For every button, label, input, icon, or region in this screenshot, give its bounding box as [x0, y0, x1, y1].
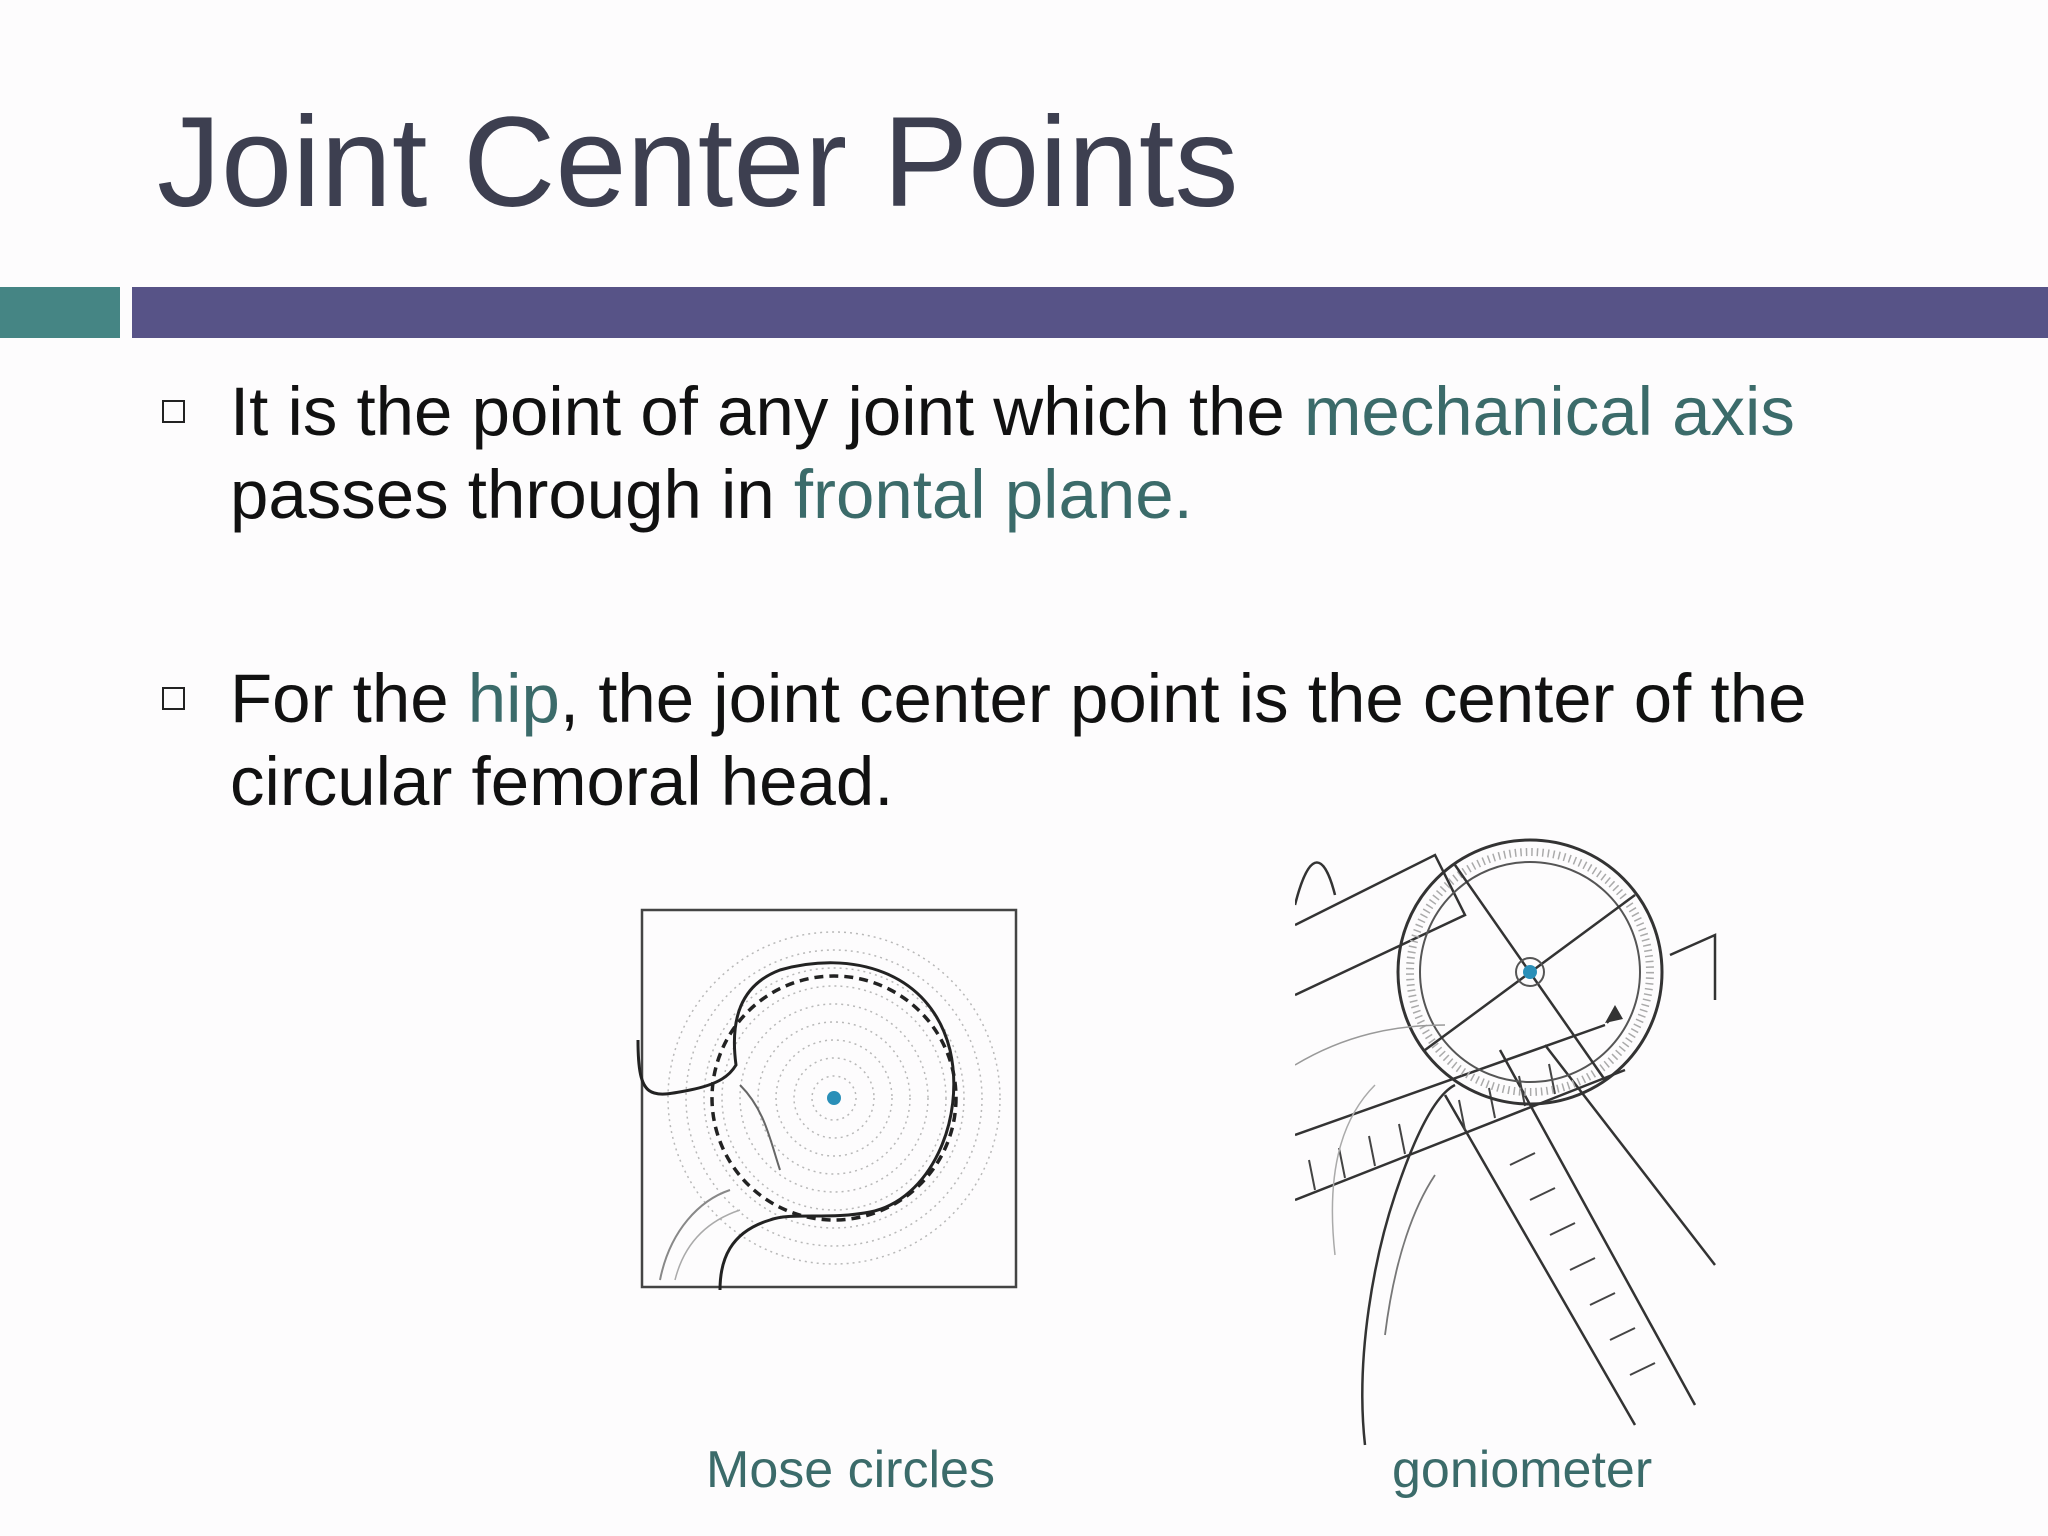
bullet-2-text-b: , the joint center point is the center of the circular femoral head. — [230, 660, 1807, 820]
center-point-dot — [827, 1091, 841, 1105]
bullet-square-icon — [162, 400, 185, 423]
caption-goniometer: goniometer — [1392, 1441, 1653, 1499]
bullet-1-text-b: passes through in — [230, 456, 794, 533]
slide-title: Joint Center Points — [157, 91, 1239, 234]
goniometer-center-dot — [1523, 965, 1537, 979]
mose-circles-diagram — [630, 900, 1030, 1300]
bullet-1-text-a: It is the point of any joint which the — [230, 373, 1304, 450]
bullet-square-icon — [162, 687, 185, 710]
caption-mose-circles: Mose circles — [706, 1441, 995, 1499]
bullet-mechanical-axis — [230, 370, 1830, 536]
bullet-1-accent-b: frontal plane. — [793, 456, 1193, 533]
bullet-2-text-a: For the — [230, 660, 468, 737]
bullet-hip-center — [230, 657, 1830, 823]
title-accent-bar-purple — [132, 287, 2048, 338]
bullet-2-accent-a: hip — [467, 660, 560, 737]
goniometer-diagram — [1295, 835, 1725, 1475]
title-accent-bar-teal — [0, 287, 120, 338]
bullet-1-accent-a: mechanical axis — [1303, 373, 1795, 450]
